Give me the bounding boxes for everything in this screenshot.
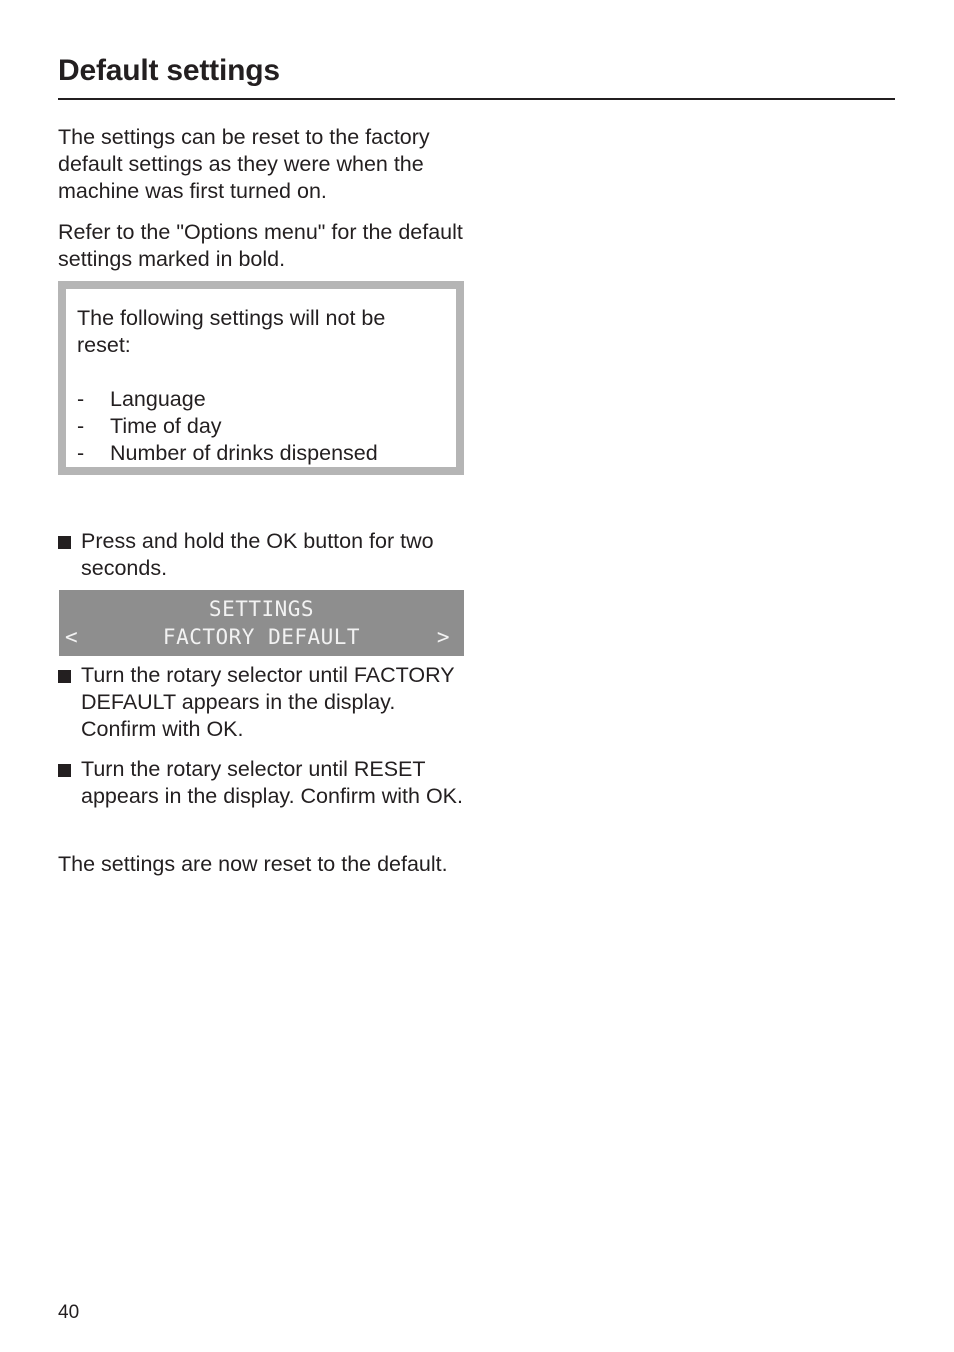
dash-marker: - (77, 387, 85, 411)
chevron-right-icon: > (436, 625, 450, 649)
intro-section (58, 124, 464, 205)
intro-paragraph-1: The settings can be reset to the factory default settings as they were when the machine was first turned on. (58, 125, 430, 203)
machine-display (59, 590, 464, 656)
display-line-settings: SETTINGS (208, 597, 315, 621)
conclusion-section (58, 851, 464, 878)
note-item (77, 440, 445, 467)
note-item-time-of-day: Time of day (110, 414, 222, 438)
dash-marker: - (77, 441, 85, 465)
display-line-factory-default: FACTORY DEFAULT (162, 625, 361, 649)
page-number: 40 (58, 1302, 80, 1323)
title-divider (58, 98, 895, 100)
chevron-left-icon: < (65, 625, 79, 649)
note-item-language: Language (110, 387, 206, 411)
square-bullet-icon (58, 536, 71, 549)
step-3 (58, 756, 464, 810)
note-list (77, 386, 445, 467)
step-2-text: Turn the rotary selector until FACTORY DEFAULT appears in the display. Confirm with OK. (81, 663, 455, 741)
page-title: Default settings (58, 54, 280, 87)
step-1-text: Press and hold the OK button for two seconds. (81, 529, 434, 580)
square-bullet-icon (58, 670, 71, 683)
intro-paragraph-2: Refer to the "Options menu" for the default settings marked in bold. (58, 220, 463, 271)
note-item-drinks-dispensed: Number of drinks dispensed (110, 441, 378, 465)
note-heading: The following settings will not be reset: (77, 306, 386, 357)
dash-marker: - (77, 414, 85, 438)
step-3-text: Turn the rotary selector until RESET appears in the display. Confirm with OK. (81, 757, 463, 808)
step-2 (58, 662, 464, 743)
note-box (58, 281, 464, 475)
step-1 (58, 528, 464, 582)
note-item (77, 386, 445, 413)
conclusion-paragraph: The settings are now reset to the default. (58, 852, 448, 876)
square-bullet-icon (58, 764, 71, 777)
note-item (77, 413, 445, 440)
intro-section-2 (58, 219, 464, 273)
